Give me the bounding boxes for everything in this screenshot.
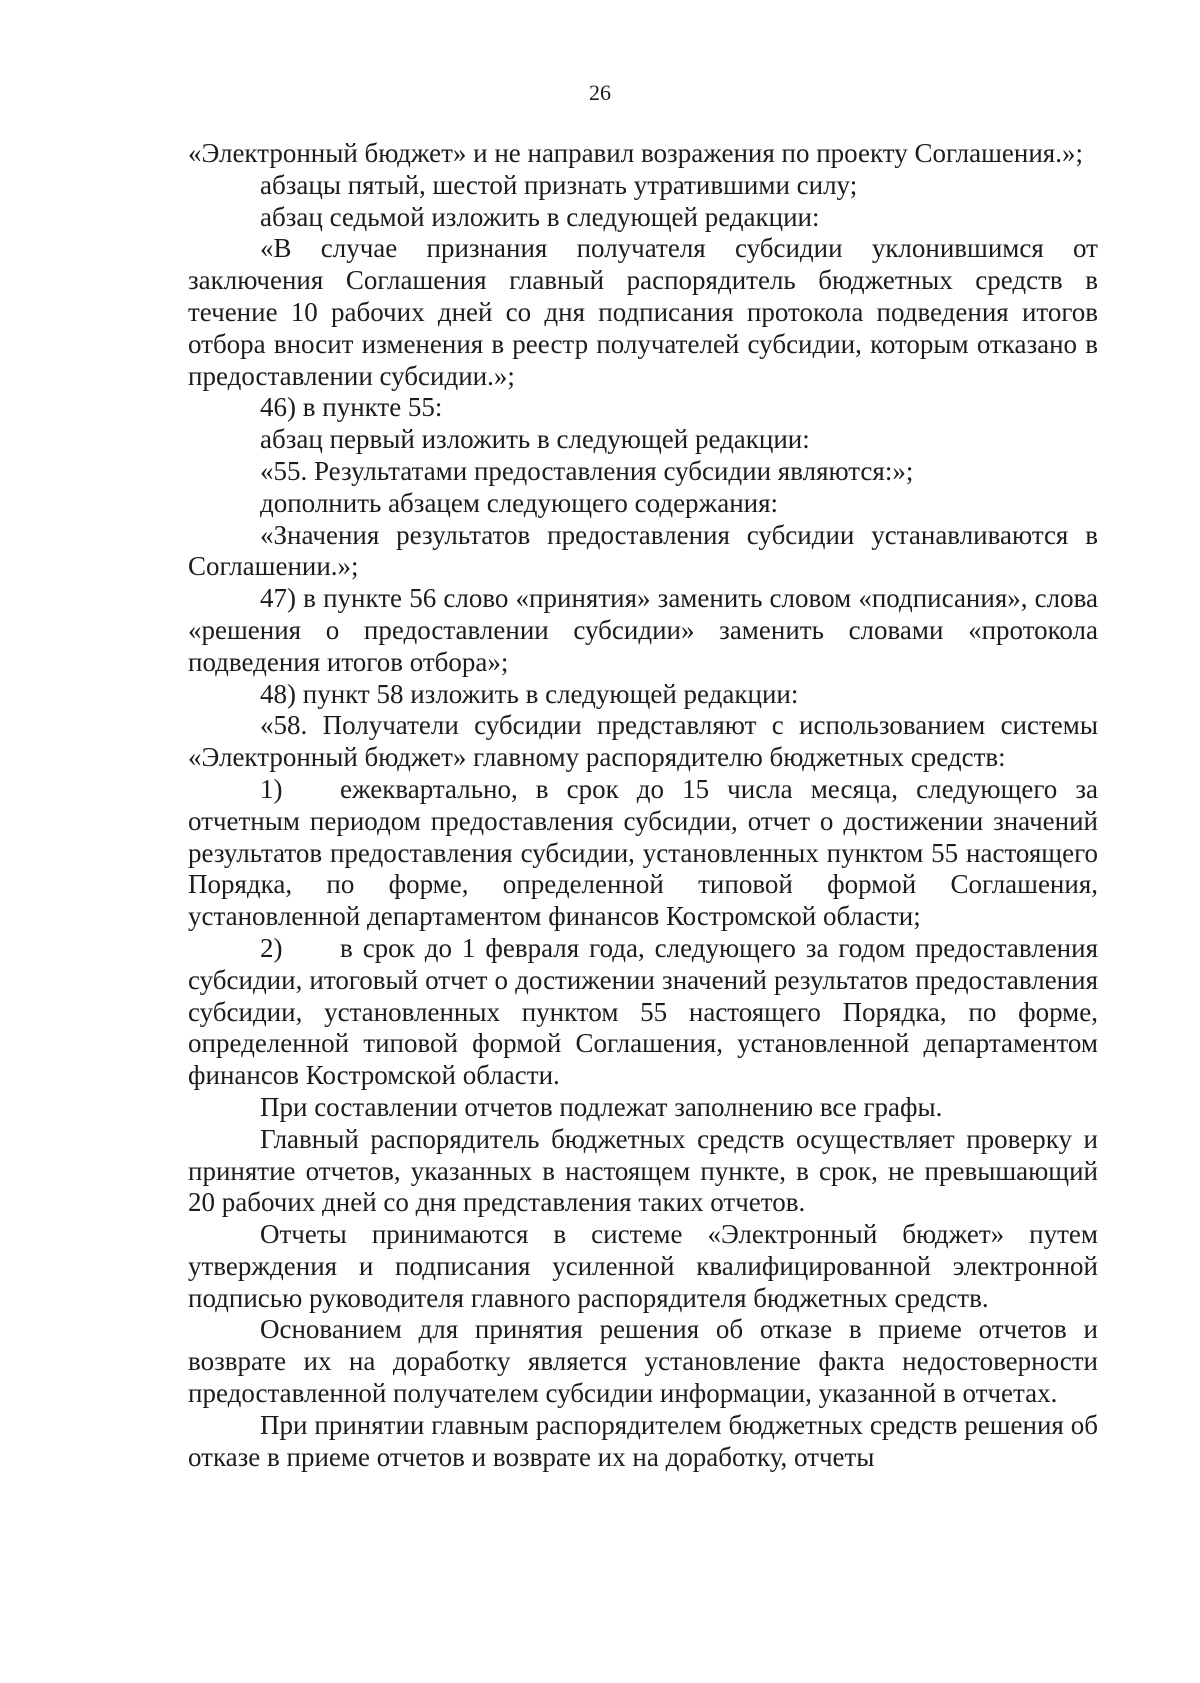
paragraph-continuation: «Электронный бюджет» и не направил возражения по проекту Соглашения.»; [188, 138, 1083, 168]
paragraph: дополнить абзацем следующего содержания: [260, 487, 779, 518]
paragraph: «55. Результатами предоставления субсидии являются:»; [260, 455, 914, 486]
paragraph: абзац седьмой изложить в следующей редакции: [260, 201, 820, 232]
paragraph-continues: При принятии главным распорядителем бюджетных средств решения об отказе в приеме отчетов и возврате их на доработку, отчеты [188, 1409, 1098, 1472]
document-body [188, 138, 1098, 1473]
page-number: 26 [589, 80, 611, 105]
list-item-number: 2) [260, 932, 283, 963]
paragraph: абзацы пятый, шестой признать утратившими силу; [260, 169, 858, 200]
paragraph: «В случае признания получателя субсидии уклонившимся от заключения Соглашения главный распорядитель бюджетных средств в течение 10 рабочих дней со дня подписания протокола подведения итогов отбора вносит изменения в реестр получателей субсидии, которым отказано в предоставлении субсидии.»; [188, 233, 1098, 391]
paragraph: «58. Получатели субсидии представляют с использованием системы «Электронный бюджет» главному распорядителю бюджетных средств: [188, 710, 1098, 773]
list-item-text: ежеквартально, в срок до 15 числа месяца, следующего за отчетным периодом предоставления субсидии, отчет о достижении значений результатов предоставления субсидии, установленных пунктом 55 настоящего Порядка, по форме, определенной типовой формой Соглашения, установленной департаментом финансов Костромской области; [188, 773, 1098, 932]
paragraph: Главный распорядитель бюджетных средств осуществляет проверку и принятие отчетов, указанных в настоящем пункте, в срок, не превышающий 20 рабочих дней со дня представления таких отчетов. [188, 1123, 1098, 1218]
paragraph: Отчеты принимаются в системе «Электронный бюджет» путем утверждения и подписания усиленной квалифицированной электронной подписью руководителя главного распорядителя бюджетных средств. [188, 1219, 1098, 1313]
paragraph: Основанием для принятия решения об отказе в приеме отчетов и возврате их на доработку является установление факта недостоверности предоставленной получателем субсидии информации, указанной в отчетах. [188, 1314, 1098, 1409]
list-item-number: 1) [260, 773, 283, 804]
paragraph: 46) в пункте 55: [260, 392, 443, 423]
paragraph: 47) в пункте 56 слово «принятия» заменить словом «подписания», слова «решения о предоставлении субсидии» заменить словами «протокола подведения итогов отбора»; [188, 583, 1098, 677]
list-item-text: в срок до 1 февраля года, следующего за годом предоставления субсидии, итоговый отчет о достижении значений результатов предоставления субсидии, установленных пунктом 55 настоящего Порядка, по форме, определенной типовой формой Соглашения, установленной департаментом финансов Костромской области. [188, 932, 1098, 1091]
paragraph: При составлении отчетов подлежат заполнению все графы. [260, 1091, 943, 1122]
paragraph: 48) пункт 58 изложить в следующей редакции: [260, 678, 799, 709]
list-item [188, 774, 1098, 933]
paragraph: «Значения результатов предоставления субсидии устанавливаются в Соглашении.»; [188, 519, 1098, 582]
paragraph: абзац первый изложить в следующей редакции: [260, 424, 810, 455]
list-item [188, 933, 1098, 1092]
